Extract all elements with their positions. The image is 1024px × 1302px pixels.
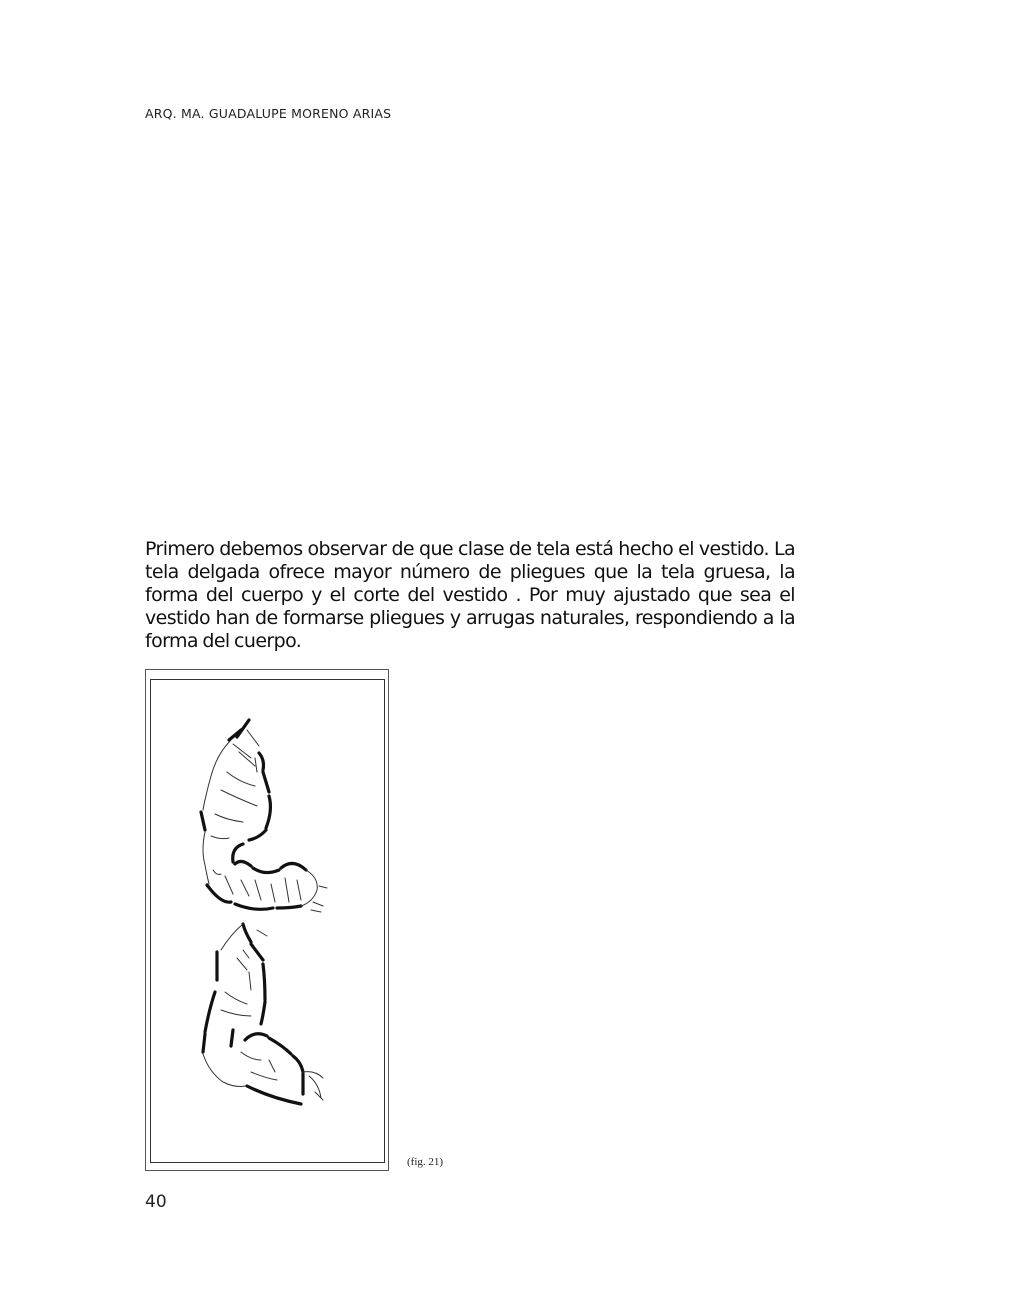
figure-frame (145, 669, 389, 1171)
lower-sleeve (203, 924, 303, 1104)
body-paragraph: Primero debemos observar de que clase de tela está hecho el vestido. La tela delgada ofrece mayor número de pliegues que la tela gruesa, la forma del cuerpo y el corte del vestido . Por muy ajustado que sea el vestido han de formarse pliegues y arrugas naturales, respondiendo a la forma del cuerpo. (145, 538, 795, 652)
figure-inner-border (150, 679, 385, 1163)
page-number: 40 (145, 1192, 167, 1212)
figure-caption: (fig. 21) (407, 1156, 444, 1168)
sleeve-folds-drawing (151, 680, 387, 1164)
running-head: ARQ. MA. GUADALUPE MORENO ARIAS (145, 106, 392, 121)
upper-sleeve-fine-lines (203, 730, 327, 912)
